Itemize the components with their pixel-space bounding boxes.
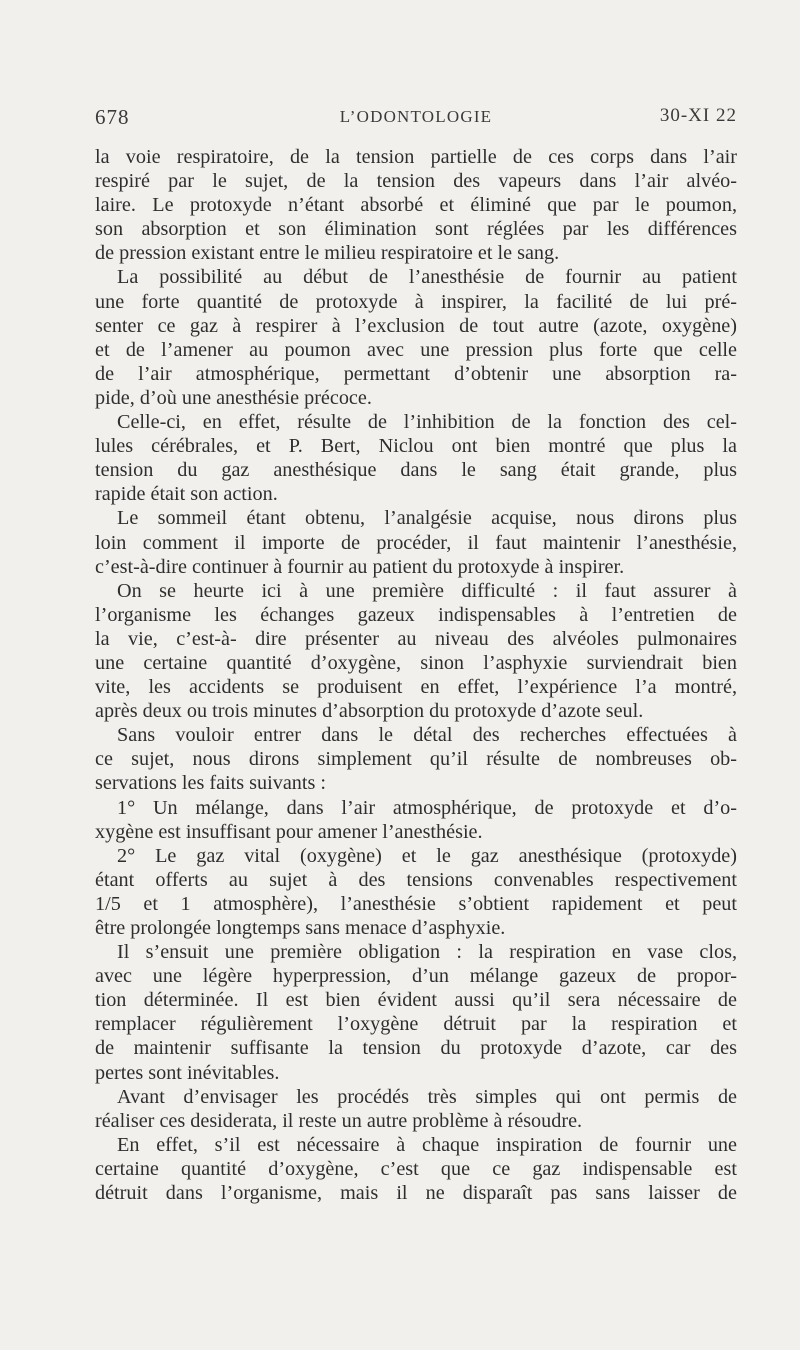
text-line: tension du gaz anesthésique dans le sang était grande, plus (95, 459, 737, 482)
page-header (95, 105, 737, 135)
text-line: de l’air atmosphérique, permettant d’obtenir une absorption ra- (95, 362, 737, 385)
running-title: L’ODONTOLOGIE (339, 107, 493, 126)
text-line: 1/5 et 1 atmosphère), l’anesthésie s’obtient rapidement et peut (95, 892, 737, 915)
text-line: Celle-ci, en effet, résulte de l’inhibition de la fonction des cel- (117, 411, 737, 434)
text-line: après deux ou trois minutes d’absorption du protoxyde d’azote seul. (95, 700, 644, 723)
text-line: senter ce gaz à respirer à l’exclusion de tout autre (azote, oxygène) (95, 314, 737, 337)
text-line: Avant d’envisager les procédés très simples qui ont permis de (117, 1085, 737, 1108)
issue-date: 30-XI 22 (659, 105, 737, 126)
text-line: pide, d’où une anesthésie précoce. (95, 386, 372, 409)
text-line: La possibilité au début de l’anesthésie de fournir au patient (117, 266, 737, 289)
text-line: xygène est insuffisant pour amener l’anesthésie. (95, 820, 483, 843)
text-line: rapide était son action. (95, 483, 278, 506)
text-line: On se heurte ici à une première difficulté : il faut assurer à (117, 579, 737, 602)
text-line: remplacer régulièrement l’oxygène détruit par la respiration et (95, 1013, 737, 1036)
text-line: détruit dans l’organisme, mais il ne disparaît pas sans laisser de (95, 1182, 737, 1205)
text-line: de pression existant entre le milieu respiratoire et le sang. (95, 242, 560, 265)
text-line: de maintenir suffisante la tension du protoxyde d’azote, car des (95, 1037, 737, 1060)
text-line: son absorption et son élimination sont réglées par les différences (95, 218, 737, 241)
text-line: En effet, s’il est nécessaire à chaque inspiration de fournir une (117, 1133, 737, 1156)
text-line: 1° Un mélange, dans l’air atmosphérique, de protoxyde et d’o- (117, 796, 737, 819)
text-line: respiré par le sujet, de la tension des vapeurs dans l’air alvéo- (95, 170, 737, 193)
text-line: une forte quantité de protoxyde à inspirer, la facilité de lui pré- (95, 290, 737, 313)
text-line: Sans vouloir entrer dans le détal des recherches effectuées à (117, 724, 737, 747)
text-line: Le sommeil étant obtenu, l’analgésie acquise, nous dirons plus (117, 507, 737, 530)
text-line: une certaine quantité d’oxygène, sinon l’asphyxie surviendrait bien (95, 651, 737, 674)
text-line: pertes sont inévitables. (95, 1061, 280, 1084)
text-line: 2° Le gaz vital (oxygène) et le gaz anesthésique (protoxyde) (117, 844, 737, 867)
text-line: laire. Le protoxyde n’étant absorbé et éliminé que par le poumon, (95, 194, 737, 217)
text-line: Il s’ensuit une première obligation : la respiration en vase clos, (117, 941, 737, 964)
text-line: avec une légère hyperpression, d’un mélange gazeux de propor- (95, 965, 737, 988)
text-line: la vie, c’est-à- dire présenter au niveau des alvéoles pulmonaires (95, 627, 737, 650)
text-line: tion déterminée. Il est bien évident aussi qu’il sera nécessaire de (95, 989, 737, 1012)
text-line: certaine quantité d’oxygène, c’est que ce gaz indispensable est (95, 1157, 737, 1180)
text-line: et de l’amener au poumon avec une pression plus forte que celle (95, 338, 737, 361)
text-line: étant offerts au sujet à des tensions convenables respectivement (95, 868, 737, 891)
body-text (95, 145, 737, 1205)
text-line: l’organisme les échanges gazeux indispensables à l’entretien de (95, 603, 737, 626)
text-line: ce sujet, nous dirons simplement qu’il résulte de nombreuses ob- (95, 748, 737, 771)
text-line: réaliser ces desiderata, il reste un autre problème à résoudre. (95, 1109, 583, 1132)
text-line: la voie respiratoire, de la tension partielle de ces corps dans l’air (95, 146, 737, 168)
page-number: 678 (95, 105, 130, 129)
text-line: loin comment il importe de procéder, il faut maintenir l’anesthésie, (95, 531, 737, 554)
text-line: servations les faits suivants : (95, 772, 327, 795)
text-line: vite, les accidents se produisent en effet, l’expérience l’a montré, (95, 676, 737, 699)
text-line: lules cérébrales, et P. Bert, Niclou ont bien montré que plus la (95, 435, 737, 458)
text-line: c’est-à-dire continuer à fournir au patient du protoxyde à inspirer. (95, 555, 625, 578)
text-line: être prolongée longtemps sans menace d’asphyxie. (95, 917, 506, 939)
